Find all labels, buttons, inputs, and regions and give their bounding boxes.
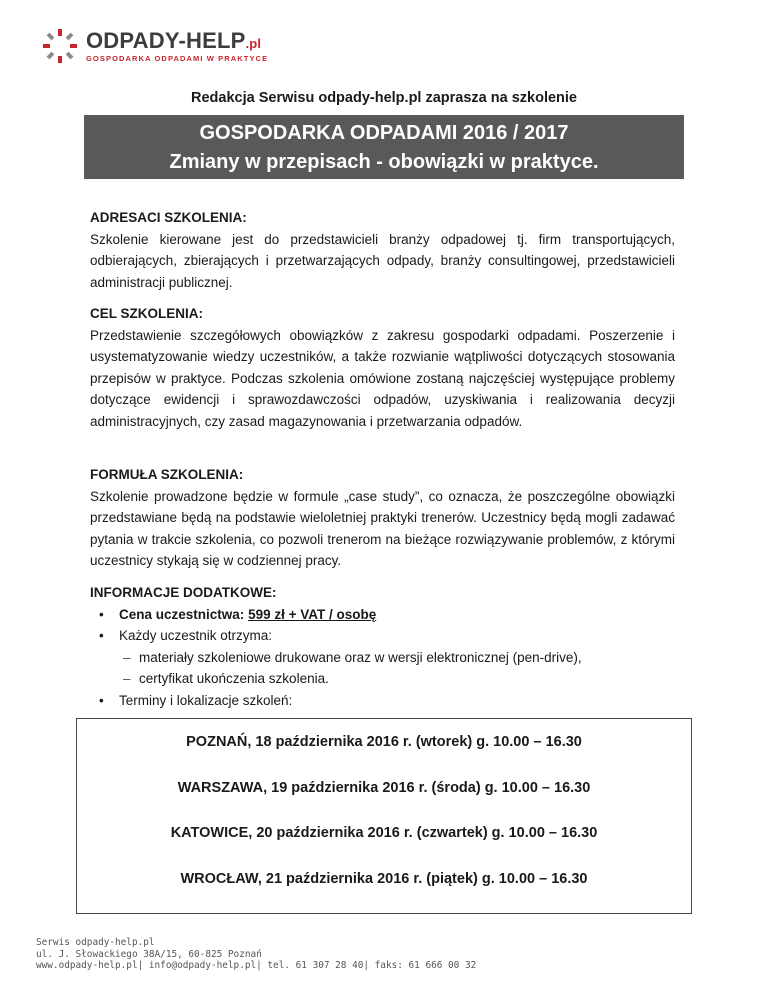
price-label: Cena uczestnictwa: bbox=[119, 606, 245, 622]
location-item: WARSZAWA, 19 października 2016 r. (środa) g. 10.00 – 16.30 bbox=[177, 780, 591, 796]
section-title: FORMUŁA SZKOLENIA: bbox=[90, 467, 244, 482]
section-formula bbox=[90, 464, 675, 572]
extra-list bbox=[90, 604, 675, 712]
sub-list-item: – materiały szkoleniowe drukowane oraz w wersji elektronicznej (pen-drive), bbox=[119, 647, 675, 669]
recycle-ring-icon bbox=[40, 26, 80, 66]
section-title: CEL SZKOLENIA: bbox=[90, 306, 204, 321]
invite-line: Redakcja Serwisu odpady-help.pl zaprasza na szkolenie bbox=[191, 90, 577, 106]
section-audience bbox=[90, 207, 675, 293]
section-text: Szkolenie kierowane jest do przedstawicieli branży odpadowej tj. firm transportujących, odbierających, zbierających i przetwarzających odpady, branży consultingowej, przedstawicieli administracji publicznej. bbox=[90, 231, 675, 290]
location-item: POZNAŃ, 18 października 2016 r. (wtorek) g. 10.00 – 16.30 bbox=[186, 734, 582, 750]
dash-icon: – bbox=[123, 671, 131, 686]
section-title: ADRESACI SZKOLENIA: bbox=[90, 210, 247, 225]
footer-line: Serwis odpady-help.pl bbox=[36, 937, 155, 948]
page-footer bbox=[36, 937, 476, 972]
bullet-icon: • bbox=[99, 606, 104, 622]
dates-label: Terminy i lokalizacje szkoleń: bbox=[119, 692, 293, 708]
sub-list-item: – certyfikat ukończenia szkolenia. bbox=[119, 668, 675, 690]
bullet-icon: • bbox=[99, 692, 104, 708]
section-text: Przedstawienie szczegółowych obowiązków z zakresu gospodarki odpadami. Poszerzenie i usystematyzowanie wiedzy uczestników, a także rozwianie wątpliwości dotyczących stosowania przepisów w praktyce. Podczas szkolenia omówione zostaną najczęściej występujące problemy dotyczące ewidencji i sprawozdawczości odpadów, uzyskiwania i realizowania decyzji administracyjnych, czy zasad magazynowania i przetwarzania odpadów. bbox=[90, 327, 675, 429]
footer-line: www.odpady-help.pl| info@odpady-help.pl| tel. 61 307 28 40| faks: 61 666 00 32 bbox=[36, 960, 477, 971]
list-item-receives bbox=[90, 625, 675, 690]
brand-name: ODPADY-HELP.pl bbox=[86, 27, 262, 53]
brand-tagline: GOSPODARKA ODPADAMI W PRAKTYCE bbox=[86, 53, 269, 63]
bullet-icon: • bbox=[99, 628, 104, 643]
locations-box bbox=[76, 718, 692, 914]
location-item: WROCŁAW, 21 października 2016 r. (piątek) g. 10.00 – 16.30 bbox=[180, 871, 588, 887]
brand-tld: .pl bbox=[245, 35, 262, 51]
price-value: 599 zł + VAT / osobę bbox=[248, 606, 377, 622]
banner-subtitle: Zmiany w przepisach - obowiązki w praktyce. bbox=[169, 151, 599, 173]
location-item: KATOWICE, 20 października 2016 r. (czwartek) g. 10.00 – 16.30 bbox=[170, 825, 598, 841]
brand-logo bbox=[40, 24, 268, 68]
section-title: INFORMACJE DODATKOWE: bbox=[90, 585, 277, 600]
sub-list bbox=[119, 647, 675, 690]
list-item-dates bbox=[90, 690, 675, 712]
banner-title: GOSPODARKA ODPADAMI 2016 / 2017 bbox=[199, 122, 569, 144]
list-item-price bbox=[90, 604, 675, 626]
section-extra bbox=[90, 582, 675, 711]
section-goal bbox=[90, 303, 675, 432]
dash-icon: – bbox=[123, 649, 131, 665]
section-text: Szkolenie prowadzone będzie w formule „case study”, co oznacza, że poszczególne obowiązki przedstawiane będą na podstawie wieloletniej praktyki trenerów. Uczestnicy będą mogli zadawać pytania w trakcie szkolenia, co pozwoli trenerom na bieżące rozwiązywanie problemów, z którymi uczestnicy stykają się w codziennej pracy. bbox=[90, 488, 675, 568]
title-banner bbox=[84, 115, 684, 179]
footer-line: ul. J. Słowackiego 38A/15, 60-825 Poznań bbox=[36, 948, 262, 960]
receives-label: Każdy uczestnik otrzyma: bbox=[119, 628, 273, 643]
